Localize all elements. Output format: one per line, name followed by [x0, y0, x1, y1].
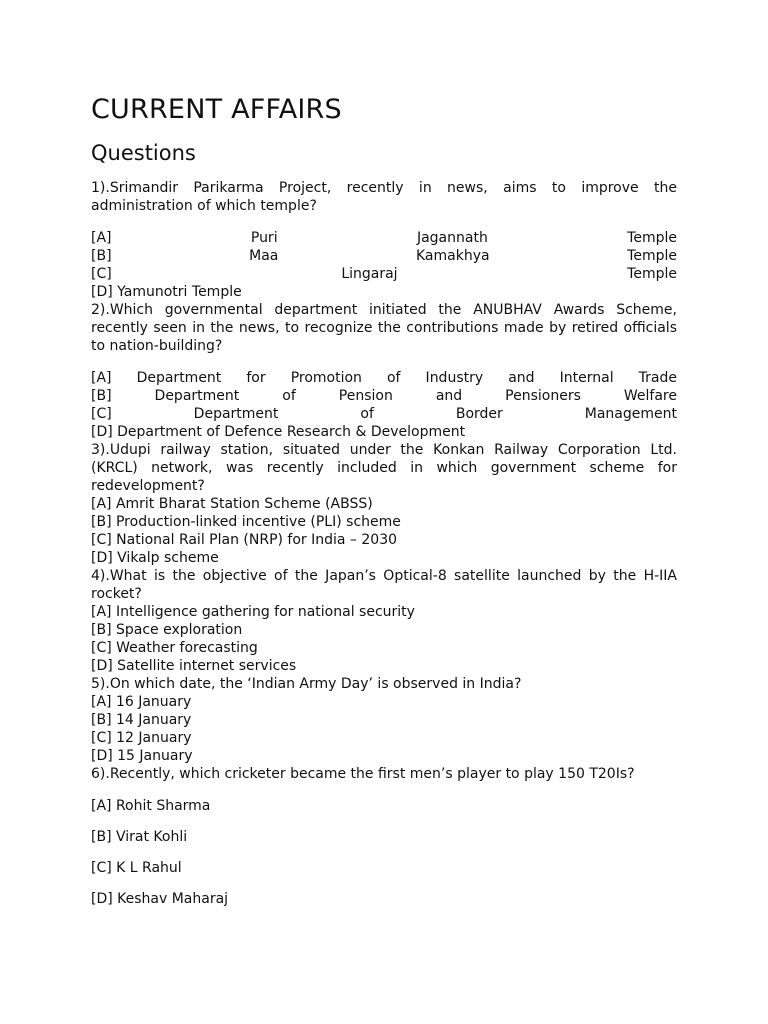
question-3-option-b: [B] Production-linked incentive (PLI) scheme	[91, 514, 401, 530]
question-2-text: 2).Which governmental department initiated the ANUBHAV Awards Scheme, recently seen in the news, to recognize the contributions made by retired officials to nation-building?	[91, 302, 677, 354]
question-3-option-c: [C] National Rail Plan (NRP) for India – 2030	[91, 532, 398, 548]
question-2-option-d: [D] Department of Defence Research & Development	[91, 424, 466, 440]
question-5-option-a: [A] 16 January	[91, 694, 192, 710]
section-heading: Questions	[91, 141, 196, 165]
question-6-text: 6).Recently, which cricketer became the first men’s player to play 150 T20Is?	[91, 766, 635, 782]
question-4-option-c: [C] Weather forecasting	[91, 640, 258, 656]
question-3-option-d: [D] Vikalp scheme	[91, 550, 219, 566]
question-6-option-c: [C] K L Rahul	[91, 860, 182, 876]
question-6-option-d: [D] Keshav Maharaj	[91, 891, 229, 907]
question-1-option-d: [D] Yamunotri Temple	[91, 284, 242, 300]
question-5-options	[91, 693, 677, 765]
question-5-option-c: [C] 12 January	[91, 730, 192, 746]
question-3-options	[91, 495, 677, 567]
question-2-option-b: [B] Department of Pension and Pensioners Welfare	[91, 388, 677, 404]
question-5-text: 5).On which date, the ‘Indian Army Day’ is observed in India?	[91, 676, 522, 692]
question-2-option-c: [C] Department of Border Management	[91, 406, 677, 422]
question-3-option-a: [A] Amrit Bharat Station Scheme (ABSS)	[91, 496, 373, 512]
question-1-option-c: [C] Lingaraj Temple	[91, 266, 677, 282]
questions-list	[91, 179, 677, 908]
question-4-option-a: [A] Intelligence gathering for national security	[91, 604, 415, 620]
question-6-option-b: [B] Virat Kohli	[91, 829, 188, 845]
question-4-option-d: [D] Satellite internet services	[91, 658, 297, 674]
question-6-options	[91, 797, 677, 908]
question-2-option-a: [A] Department for Promotion of Industry and Internal Trade	[91, 370, 677, 386]
question-1-text: 1).Srimandir Parikarma Project, recently in news, aims to improve the administration of which temple?	[91, 180, 677, 214]
question-1-option-a: [A] Puri Jagannath Temple	[91, 230, 677, 246]
document-page	[91, 92, 677, 921]
question-5-option-d: [D] 15 January	[91, 748, 193, 764]
question-6-option-a: [A] Rohit Sharma	[91, 798, 211, 814]
question-3-text: 3).Udupi railway station, situated under the Konkan Railway Corporation Ltd. (KRCL) network, was recently included in which government scheme for redevelopment?	[91, 442, 677, 494]
question-4-text: 4).What is the objective of the Japan’s Optical-8 satellite launched by the H-IIA rocket?	[91, 568, 677, 602]
question-4-options	[91, 603, 677, 675]
question-5-option-b: [B] 14 January	[91, 712, 192, 728]
page-title: CURRENT AFFAIRS	[91, 94, 342, 125]
question-1-options	[91, 229, 677, 301]
question-2-options	[91, 369, 677, 441]
question-1-option-b: [B] Maa Kamakhya Temple	[91, 248, 677, 264]
question-4-option-b: [B] Space exploration	[91, 622, 243, 638]
